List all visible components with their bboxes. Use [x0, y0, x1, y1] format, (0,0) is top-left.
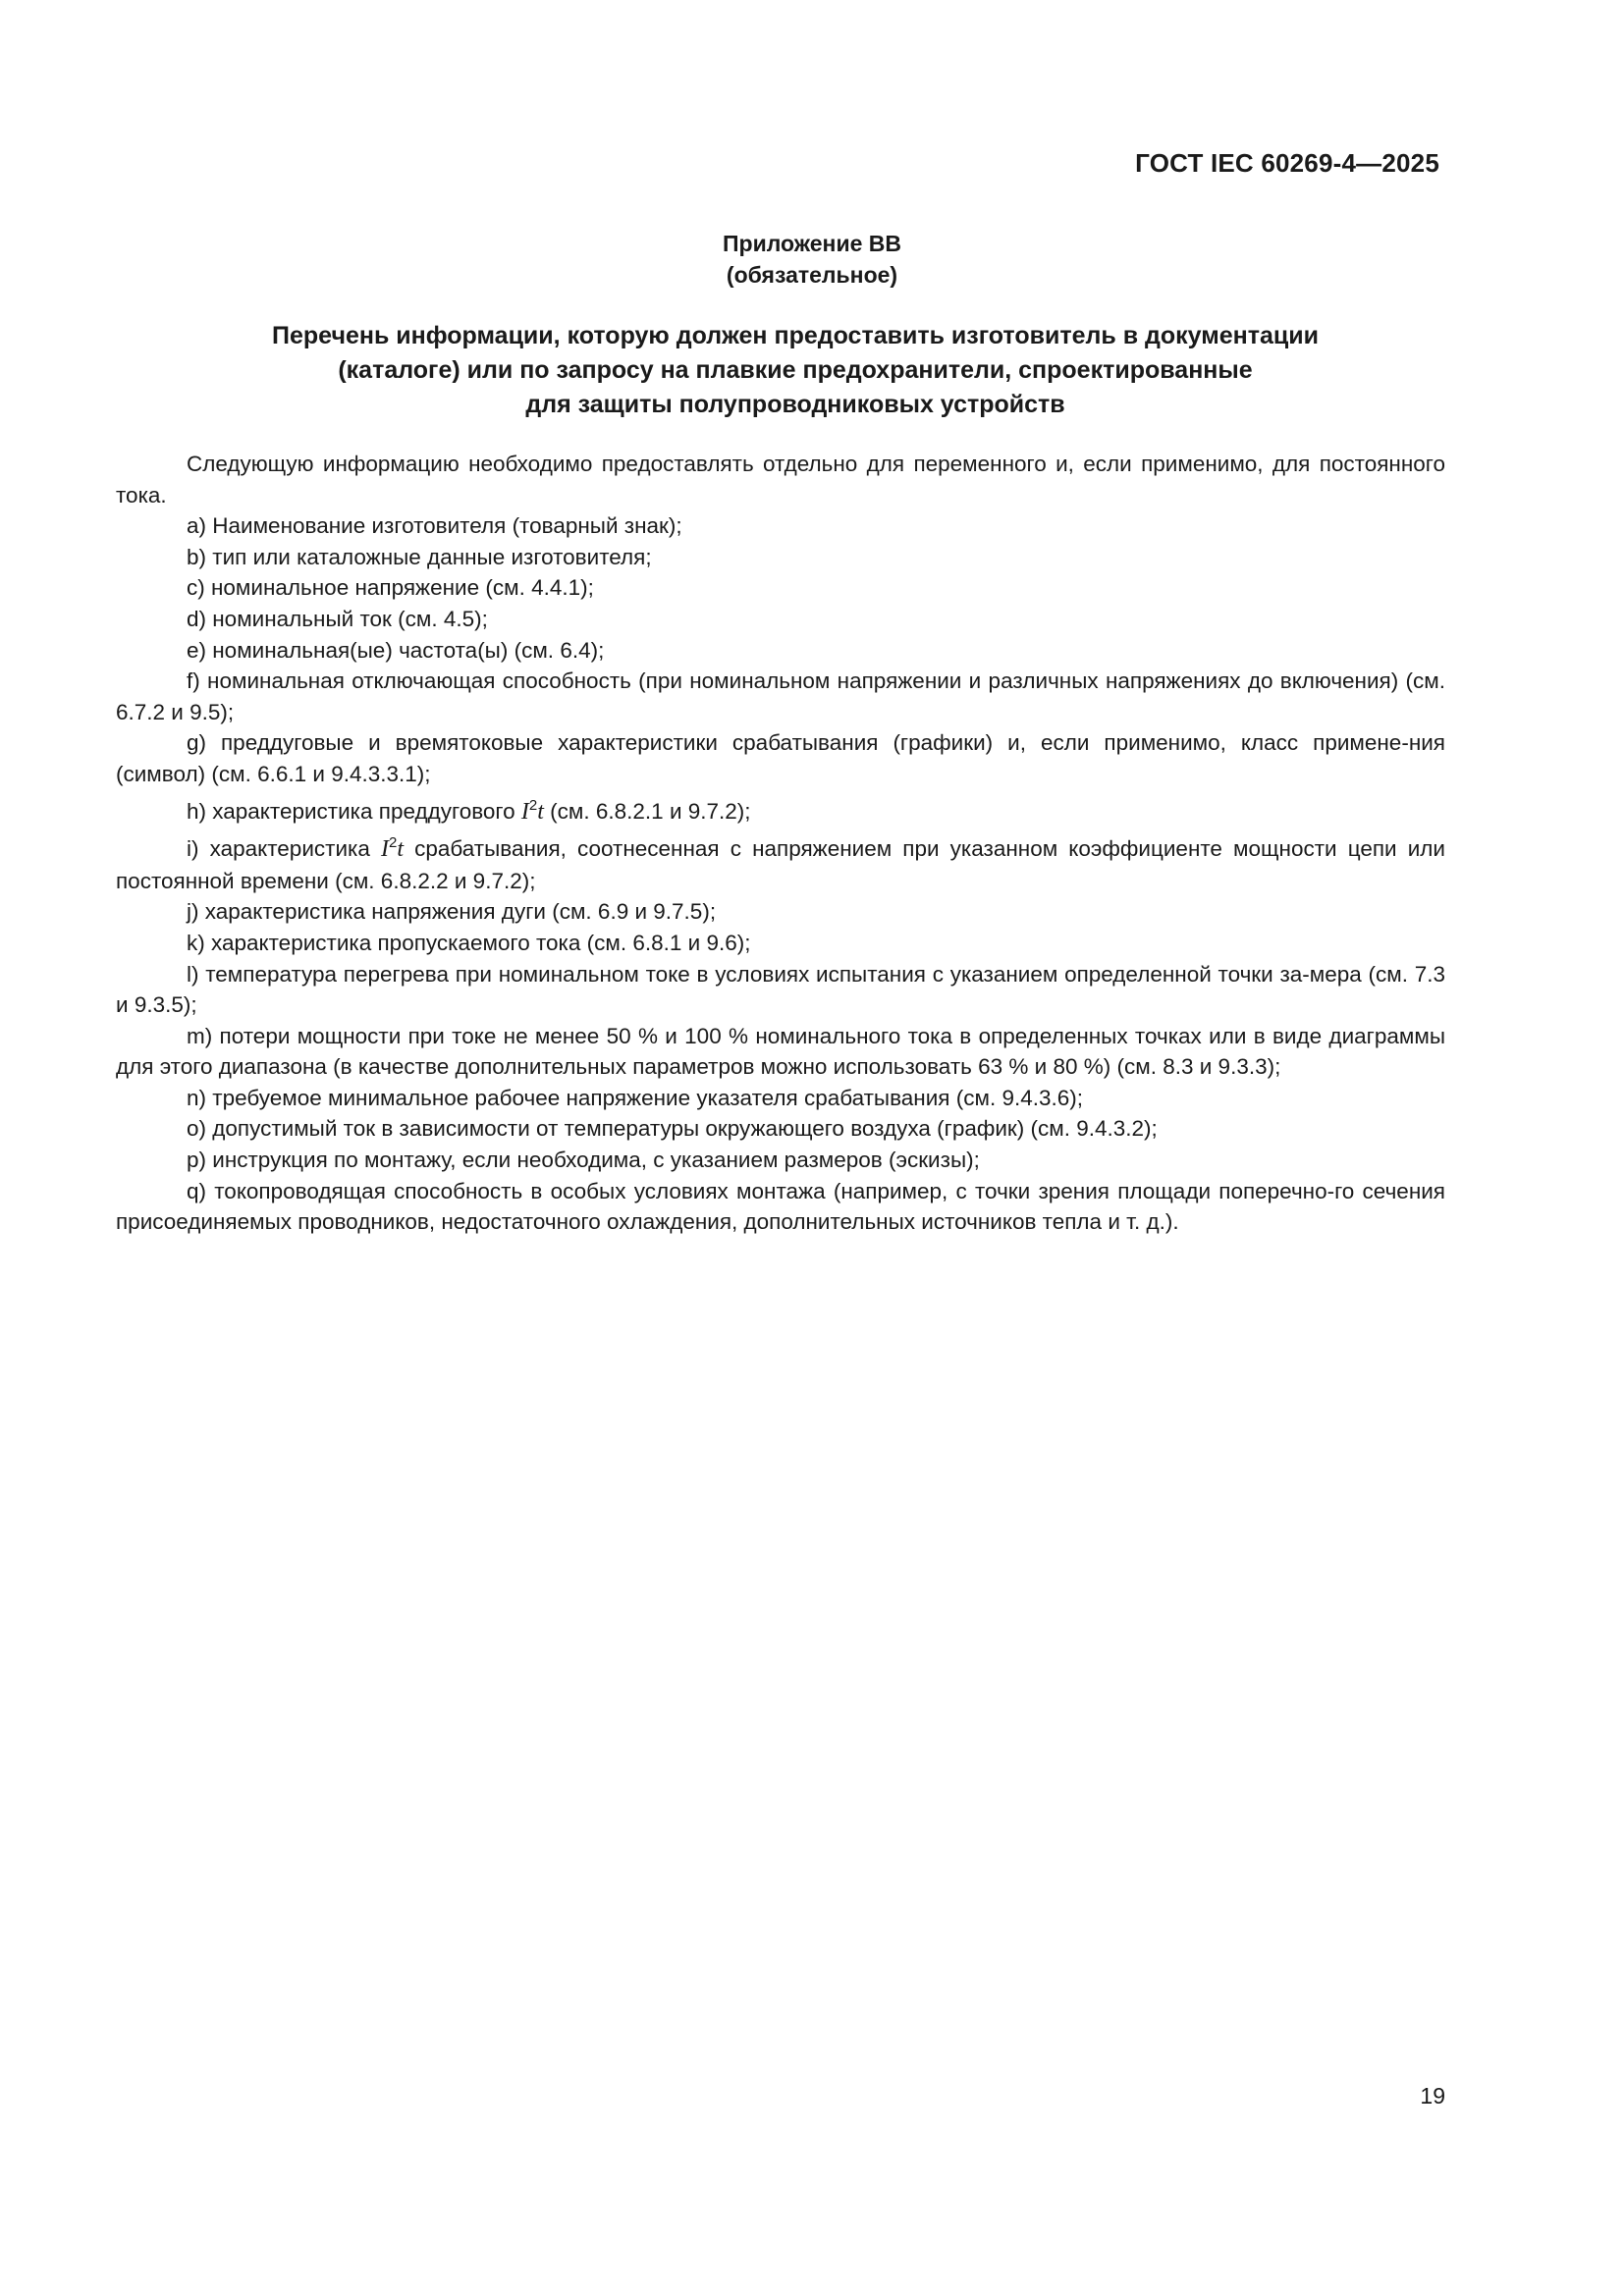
annex-title-line: (каталоге) или по запросу на плавкие предохранители, спроектированные	[338, 356, 1253, 384]
list-item-a: a) Наименование изготовителя (товарный знак);	[187, 513, 682, 539]
list-item-p: p) инструкция по монтажу, если необходима, с указанием размеров (эскизы);	[187, 1148, 980, 1173]
annex-heading	[0, 228, 1624, 291]
list-item-d: d) номинальный ток (см. 4.5);	[187, 606, 488, 631]
math-variable: t	[397, 836, 404, 863]
list-item-q: q) токопроводящая способность в особых условиях монтажа (например, с точки зрения площади поперечно-го сечения присоединяемых проводников, недостаточного охлаждения, дополнительных источников тепла и т. д.).	[116, 1178, 1445, 1235]
list-item-l: l) температура перегрева при номинальном токе в условиях испытания с указанием определенной точки за-мера (см. 7.3 и 9.3.5);	[116, 961, 1445, 1018]
list-item-b: b) тип или каталожные данные изготовителя;	[187, 544, 652, 569]
standard-designation: ГОСТ IEC 60269-4—2025	[1135, 148, 1439, 178]
annex-title-line: Перечень информации, которую должен предоставить изготовитель в документации	[272, 322, 1319, 349]
list-item-j: j) характеристика напряжения дуги (см. 6.9 и 9.7.5);	[187, 899, 717, 925]
document-body	[116, 449, 1445, 1238]
math-symbol: I	[380, 836, 389, 863]
i2t-symbol	[520, 796, 544, 825]
annex-title-line: для защиты полупроводниковых устройств	[525, 391, 1065, 418]
annex-status: (обязательное)	[726, 262, 898, 288]
list-item-k: k) характеристика пропускаемого тока (см. 6.8.1 и 9.6);	[187, 930, 751, 955]
list-item-o: o) допустимый ток в зависимости от температуры окружающего воздуха (график) (см. 9.4.3.2);	[187, 1116, 1158, 1142]
annex-title	[147, 319, 1443, 422]
list-item-f: f) номинальная отключающая способность (при номинальном напряжении и различных напряжениях до включения) (см. 6.7.2 и 9.5);	[116, 668, 1445, 724]
annex-name: Приложение ВВ	[722, 231, 901, 256]
list-item-h	[116, 790, 1445, 828]
intro-paragraph: Следующую информацию необходимо предоставлять отдельно для переменного и, если применимо, для постоянного тока.	[116, 452, 1445, 507]
i2t-symbol	[381, 836, 404, 862]
list-item-n: n) требуемое минимальное рабочее напряжение указателя срабатывания (см. 9.4.3.6);	[187, 1085, 1083, 1110]
math-symbol: I	[520, 798, 529, 825]
list-item-i	[116, 828, 1445, 896]
math-variable: t	[537, 798, 544, 825]
list-item-g: g) преддуговые и времятоковые характеристики срабатывания (графики) и, если применимо, класс примене-ния (символ) (см. 6.6.1 и 9.4.3.3.1);	[116, 730, 1445, 786]
page-number: 19	[1420, 2083, 1445, 2109]
item-text: i) характеристика	[187, 836, 381, 862]
item-text: срабатывания, соотнесенная с напряжением при указанном коэффициенте мощности цепи или постоянной времени (см. 6.8.2.2 и 9.7.2);	[116, 836, 1445, 893]
list-item-e: e) номинальная(ые) частота(ы) (см. 6.4);	[187, 637, 605, 663]
list-item-c: c) номинальное напряжение (см. 4.4.1);	[187, 575, 594, 601]
list-item-m: m) потери мощности при токе не менее 50 % и 100 % номинального тока в определенных точках или в виде диаграммы для этого диапазона (в качестве дополнительных параметров можно использовать 63 % и 80 %) (см. 8.3 и 9.3.3);	[116, 1023, 1445, 1080]
math-exponent: 2	[388, 834, 398, 852]
math-exponent: 2	[528, 796, 538, 814]
item-text: (см. 6.8.2.1 и 9.7.2);	[543, 798, 751, 824]
item-text: h) характеристика преддугового	[187, 798, 521, 824]
